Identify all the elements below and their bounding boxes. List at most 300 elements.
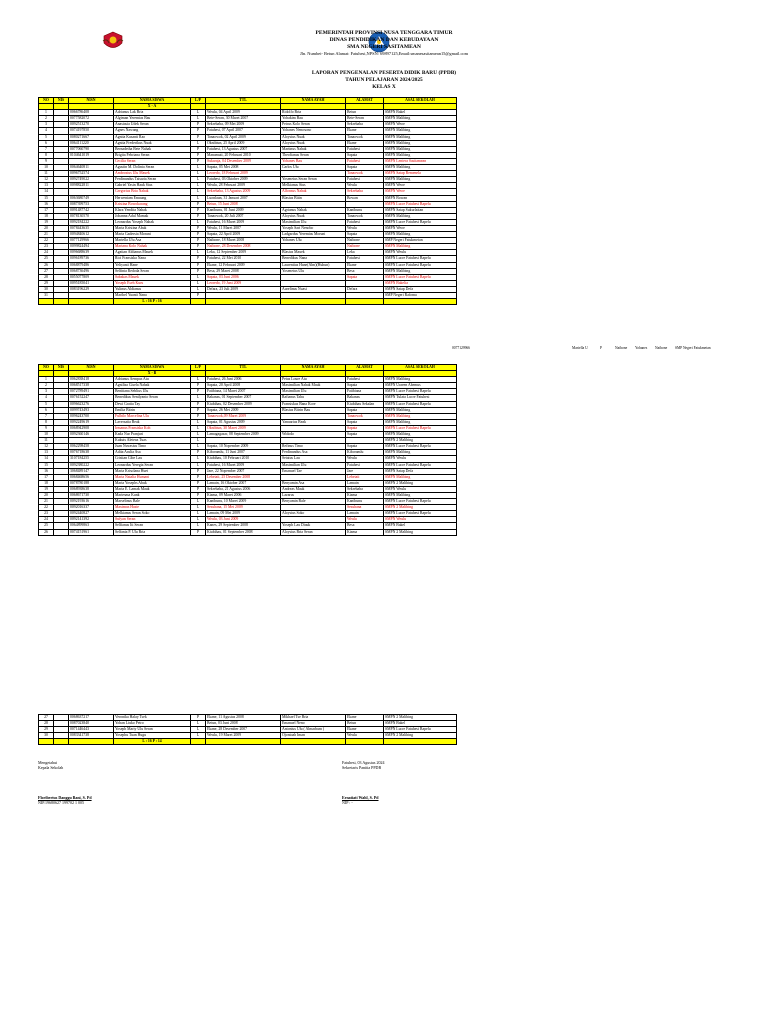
gender-count: L : 16 P : 16 bbox=[114, 299, 191, 305]
table-cell: L bbox=[191, 727, 206, 733]
table-cell: L bbox=[191, 377, 206, 383]
table-cell: 28 bbox=[39, 721, 54, 727]
stray-cell: Mariella U bbox=[572, 346, 588, 350]
table-cell: 0083341738 bbox=[69, 733, 114, 739]
table-cell: SMPN Weulu bbox=[384, 517, 457, 523]
table-cell: P bbox=[191, 213, 206, 219]
letterhead-line-3: SMA NEGERI SASITAMEAN bbox=[347, 44, 421, 50]
gender-count: L : 16 P : 14 bbox=[114, 739, 191, 745]
table-cell: Sapata bbox=[346, 274, 384, 280]
table-cell: SMPN Bakel bbox=[384, 110, 457, 116]
table-cell: Tanaowok bbox=[346, 171, 384, 177]
table-cell: Widodo bbox=[281, 432, 346, 438]
table-cell: Sekrebaba bbox=[346, 486, 384, 492]
table-cell: P bbox=[191, 413, 206, 419]
table-cell: Sesuhana, 15 Mei 2009 bbox=[206, 505, 281, 511]
table-cell: Laversatia Beak bbox=[114, 419, 191, 425]
sign-left-line-2: Kepala Sekolah bbox=[38, 765, 64, 771]
table-cell: Laurentius Hane(Alm)(Huhun) bbox=[281, 262, 346, 268]
table-cell: SMPN 2 Malibing bbox=[384, 480, 457, 486]
col-header: NISN bbox=[69, 98, 114, 104]
table-cell: 26 bbox=[39, 262, 54, 268]
table-cell: 0076718638 bbox=[69, 450, 114, 456]
col-header: NAMA SISWA bbox=[114, 365, 191, 371]
table-cell: 14 bbox=[39, 456, 54, 462]
table-cell: Naibone bbox=[346, 244, 384, 250]
table-cell: Lamain bbox=[346, 511, 384, 517]
headmaster-nip: NIP.19680627 199702 1 005 bbox=[38, 800, 85, 806]
table-cell: SMPN 2 Malibing bbox=[384, 715, 457, 721]
table-cell: Benyamin Bale bbox=[281, 499, 346, 505]
table-cell: Sapata bbox=[346, 432, 384, 438]
secretary-name: Ernatiati Wahl, S. Pd bbox=[342, 794, 379, 800]
table-cell: 27 bbox=[39, 268, 54, 274]
table-cell: SMPN Malibing bbox=[384, 116, 457, 122]
table-cell: Selfania P. Ulu Bria bbox=[114, 529, 191, 535]
table-cell: Weulu, 11 Maret 2007 bbox=[206, 225, 281, 231]
table-cell: SMPN Malibing bbox=[384, 128, 457, 134]
table-cell: Kiubihau, 02 Desember 2009 bbox=[206, 401, 281, 407]
table-cell: Sekrebaba bbox=[346, 189, 384, 195]
table-cell: 0064899863 bbox=[69, 523, 114, 529]
table-cell: 3107184255 bbox=[69, 456, 114, 462]
col-header: TTL bbox=[206, 98, 281, 104]
table-cell: 0077129966 bbox=[69, 238, 114, 244]
table-cell: Yohanes Nenosono bbox=[281, 128, 346, 134]
table-cell: Kristina Bowokarang bbox=[114, 201, 191, 207]
table-cell: SMPN Uraeen Abemus bbox=[384, 383, 457, 389]
table-cell: SMPN Lucre Fatuhesi Bapelu bbox=[384, 256, 457, 262]
table-cell: SMPN 2 Malibing bbox=[384, 438, 457, 444]
table-cell: L bbox=[191, 511, 206, 517]
table-cell: Agatian Aldianus Mauek bbox=[114, 250, 191, 256]
table-cell: Algiman Yeremias Bau bbox=[114, 116, 191, 122]
table-cell: Veronika Halay Tsek bbox=[114, 715, 191, 721]
table-cell: Fatuhesi, 22 Mei 2010 bbox=[206, 256, 281, 262]
table-cell: Carlos Ulu bbox=[281, 165, 346, 171]
class-xb-continuation-table bbox=[38, 714, 457, 745]
table-cell: SMPN Weoe bbox=[384, 189, 457, 195]
table-cell: P bbox=[191, 389, 206, 395]
table-cell: Agustin M. Dolinia Seran bbox=[114, 165, 191, 171]
table-cell: Yohan Liuko Petro bbox=[114, 721, 191, 727]
table-cell: Betun bbox=[346, 110, 384, 116]
table-cell: 1 bbox=[39, 110, 54, 116]
table-cell: Kiboramlu, 11 Juni 2007 bbox=[206, 450, 281, 456]
table-cell: Betun, 03 Juni 2008 bbox=[206, 721, 281, 727]
table-cell: Ekane, 12 Februari 2009 bbox=[206, 262, 281, 268]
table-cell: 0104641019 bbox=[69, 152, 114, 158]
table-cell: 0074151961 bbox=[69, 529, 114, 535]
table-cell: 0068671730 bbox=[69, 492, 114, 498]
table-row bbox=[39, 529, 457, 535]
table-cell: Yeliyanti Hane bbox=[114, 262, 191, 268]
table-cell: Defara, 23 Juli 2009 bbox=[206, 286, 281, 292]
table-cell: 29 bbox=[39, 280, 54, 286]
table-cell: L bbox=[191, 395, 206, 401]
table-cell: SMPN Lucre Fatuhesi Bapelu bbox=[384, 389, 457, 395]
table-cell: Naibone, 28 Desember 2008 bbox=[206, 244, 281, 250]
table-cell: 5 bbox=[39, 401, 54, 407]
table-cell: SMPN Weoe bbox=[384, 225, 457, 231]
table-cell: Besa, 29 Maret 2008 bbox=[206, 268, 281, 274]
table-cell: 2 bbox=[39, 116, 54, 122]
table-cell: Benitiana Seblius Ulu bbox=[114, 389, 191, 395]
table-cell: 0077060790 bbox=[69, 146, 114, 152]
table-cell: SMPN 2 Malibing bbox=[384, 733, 457, 739]
table-cell: 18 bbox=[39, 480, 54, 486]
table-cell: Ambrosius Ulu Mauek bbox=[114, 171, 191, 177]
table-cell: SMPN 2 Malibing bbox=[384, 505, 457, 511]
table-cell: Ekane bbox=[346, 727, 384, 733]
table-cell: Bowan bbox=[346, 195, 384, 201]
table-cell: Agnilisa Gisela Nahak bbox=[114, 383, 191, 389]
table-cell: Fransiskus Bana Kore bbox=[281, 401, 346, 407]
table-cell: 0078130570 bbox=[69, 213, 114, 219]
table-cell: 0074197850 bbox=[69, 128, 114, 134]
table-cell: Ekane, 11 Agustus 2008 bbox=[206, 715, 281, 721]
table-cell: 0096623276 bbox=[69, 401, 114, 407]
table-cell: Lamain bbox=[346, 480, 384, 486]
table-cell: P bbox=[191, 407, 206, 413]
table-cell: Bakanas bbox=[346, 395, 384, 401]
table-cell: P bbox=[191, 474, 206, 480]
table-cell: SMPN Malibing bbox=[384, 177, 457, 183]
table-cell: Aloysius Soko bbox=[281, 511, 346, 517]
table-cell: SMPN Malibing bbox=[384, 232, 457, 238]
table-cell: Sufyan Seran bbox=[114, 517, 191, 523]
col-header: ALAMAT bbox=[346, 98, 384, 104]
table-cell: 0068879486 bbox=[69, 262, 114, 268]
table-cell: Maximilian Ulu bbox=[281, 389, 346, 395]
table-cell: Herweniam Emaung bbox=[114, 195, 191, 201]
sign-left-line-1: Mengetahui bbox=[38, 760, 58, 765]
table-cell: 30 bbox=[39, 733, 54, 739]
table-cell: 3 bbox=[39, 389, 54, 395]
table-cell: Sekrebaba bbox=[346, 122, 384, 128]
table-cell: Sesuhana bbox=[346, 505, 384, 511]
table-cell: Mikhael Tse Bria bbox=[281, 715, 346, 721]
table-cell: 24 bbox=[39, 250, 54, 256]
table-cell: 0062838418 bbox=[69, 377, 114, 383]
table-cell: Yohanes Ulu bbox=[281, 238, 346, 244]
table-cell: Bete-Seran bbox=[346, 116, 384, 122]
table-cell: 0092141392 bbox=[69, 517, 114, 523]
table-cell: Sekrebaba, 21 Agustus 2006 bbox=[206, 486, 281, 492]
table-cell: Yanuarius Beak bbox=[281, 419, 346, 425]
col-header: NIS bbox=[54, 365, 69, 371]
table-cell: 12 bbox=[39, 444, 54, 450]
signature-right bbox=[342, 760, 384, 806]
class-xb-table bbox=[38, 364, 457, 536]
table-cell: P bbox=[191, 134, 206, 140]
table-cell: L bbox=[191, 274, 206, 280]
table-cell: P bbox=[191, 293, 206, 299]
table-cell: SMPN Malibing bbox=[384, 152, 457, 158]
table-cell: 0096688639 bbox=[69, 250, 114, 256]
table-cell: Fatuhesi, 03 Oktober 2009 bbox=[206, 177, 281, 183]
table-cell: SMPN Lucre Fatuhesi Bapelu bbox=[384, 274, 457, 280]
table-cell: Yosenetus Ulu bbox=[281, 268, 346, 274]
table-cell: Sapata bbox=[346, 419, 384, 425]
table-cell: Sapata bbox=[346, 383, 384, 389]
table-cell: Maria Natalia Humani bbox=[114, 474, 191, 480]
table-cell: Weulu bbox=[346, 225, 384, 231]
col-header: L/P bbox=[191, 98, 206, 104]
headmaster-name: Floribertus Danggu Bani, S. Pd bbox=[38, 794, 92, 800]
table-cell: P bbox=[191, 232, 206, 238]
table-cell: Sapata, 03 Juni 2006 bbox=[206, 274, 281, 280]
table-cell: Fatuhesi, 16 Maret 2009 bbox=[206, 219, 281, 225]
table-cell: Fatuhesi bbox=[346, 219, 384, 225]
table-cell: L bbox=[191, 183, 206, 189]
table-cell: Fatuhesi bbox=[346, 256, 384, 262]
table-cell: 0068942908 bbox=[69, 425, 114, 431]
table-cell: SMPN Bakel bbox=[384, 721, 457, 727]
table-cell: 23 bbox=[39, 244, 54, 250]
table-cell: L bbox=[191, 432, 206, 438]
table-cell: 1 bbox=[39, 377, 54, 383]
table-cell: Blasius Mauek bbox=[281, 250, 346, 256]
table-cell: Benyamin Asa bbox=[281, 480, 346, 486]
table-cell: SMPN Malibing bbox=[384, 213, 457, 219]
table-cell: Agnita Kusanti Rao bbox=[114, 134, 191, 140]
table-cell: Sapata, 22 April 2009 bbox=[206, 232, 281, 238]
table-cell: Weulu, 19 Maret 2009 bbox=[206, 733, 281, 739]
table-cell: 3068489147 bbox=[69, 468, 114, 474]
table-cell: Sekrebaba, 09 Mei 2009 bbox=[206, 122, 281, 128]
table-cell: SMPN Lucre Fatuhesi Bapelu bbox=[384, 401, 457, 407]
table-cell: P bbox=[191, 268, 206, 274]
class-label: X - A bbox=[114, 104, 191, 110]
table-cell: Kiama bbox=[346, 529, 384, 535]
table-cell: 0071446443 bbox=[69, 727, 114, 733]
table-cell: 8 bbox=[39, 419, 54, 425]
table-cell: Ekane bbox=[346, 715, 384, 721]
table-cell: Kanibunu bbox=[346, 207, 384, 213]
class-label: X - B bbox=[114, 371, 191, 377]
table-cell: Kanibunu bbox=[346, 499, 384, 505]
table-cell: Mariella Ulu Asa bbox=[114, 238, 191, 244]
table-cell: SMPN 2 Malibing bbox=[384, 529, 457, 535]
table-cell: 0068637217 bbox=[69, 715, 114, 721]
table-cell: Ferdinandus Asa bbox=[281, 450, 346, 456]
table-cell: P bbox=[191, 480, 206, 486]
table-cell: 0087023840 bbox=[69, 721, 114, 727]
table-cell: 0092249619 bbox=[69, 419, 114, 425]
table-cell: 0064640811 bbox=[69, 165, 114, 171]
table-cell: Sapata, 26 Mei 2009 bbox=[206, 407, 281, 413]
table-cell: 16 bbox=[39, 468, 54, 474]
table-cell: Weulu bbox=[346, 183, 384, 189]
table-cell: 20 bbox=[39, 492, 54, 498]
table-cell: SMPN Malibing bbox=[384, 407, 457, 413]
table-cell: SMPN Weoe bbox=[384, 122, 457, 128]
table-cell: L bbox=[191, 280, 206, 286]
table-cell: SMPN Lucre Fatuhesi Bapelu bbox=[384, 262, 457, 268]
table-cell: L bbox=[191, 286, 206, 292]
table-cell: Gabriel Yasin Hauk Sius bbox=[114, 183, 191, 189]
table-cell: L bbox=[191, 444, 206, 450]
table-cell: Weulu bbox=[346, 517, 384, 523]
table-cell: SMPN Malibing bbox=[384, 419, 457, 425]
table-cell: 0096752574 bbox=[69, 171, 114, 177]
table-cell: 0055077809 bbox=[69, 274, 114, 280]
table-cell: 0096243700 bbox=[69, 413, 114, 419]
table-cell: Lebetaii bbox=[346, 474, 384, 480]
table-cell: SMPN Malibing bbox=[384, 268, 457, 274]
table-cell: SMPN Malibing bbox=[384, 165, 457, 171]
table-cell: Kiama, 09 Maret 2006 bbox=[206, 492, 281, 498]
table-cell: L bbox=[191, 177, 206, 183]
table-cell: P bbox=[191, 158, 206, 164]
class-xa-table bbox=[38, 97, 457, 305]
table-cell: Manamuti, 20 Februari 2010 bbox=[206, 152, 281, 158]
table-cell: Yoseph Sari Nenobo bbox=[281, 225, 346, 231]
table-cell: L bbox=[191, 438, 206, 444]
table-cell: Maria Yosephs Abuk bbox=[114, 480, 191, 486]
table-cell: Betun bbox=[346, 721, 384, 727]
table-cell: Aloysius Nuak bbox=[281, 134, 346, 140]
table-cell: Weulu bbox=[346, 733, 384, 739]
table-cell: Juan Nuvasius Timo bbox=[114, 444, 191, 450]
table-cell: SMPN Bakel bbox=[384, 523, 457, 529]
table-cell: Jare, 22 Nopember 2007 bbox=[206, 468, 281, 474]
table-cell: Weulu, 04 April 2009 bbox=[206, 110, 281, 116]
table-cell: Adrianus Aempus Atu bbox=[114, 377, 191, 383]
table-cell: P bbox=[191, 468, 206, 474]
stray-cell: Naibone bbox=[655, 346, 668, 350]
table-cell: Kada Nur Pranjuri bbox=[114, 432, 191, 438]
table-cell: L bbox=[191, 195, 206, 201]
table-cell: P bbox=[191, 152, 206, 158]
table-cell: 8 bbox=[39, 152, 54, 158]
table-cell: SMPN Lucre Fatuhesi Bapelu bbox=[384, 444, 457, 450]
secretary-nip: NIP : - bbox=[342, 800, 353, 806]
table-cell: Weulu bbox=[346, 456, 384, 462]
table-cell: SMPN Malibing bbox=[384, 140, 457, 146]
table-cell: Bernadetha Bete Nahak bbox=[114, 146, 191, 152]
col-header: NO bbox=[39, 98, 54, 104]
table-cell: Aloysius Nuak bbox=[281, 140, 346, 146]
table-cell: Sapata bbox=[346, 232, 384, 238]
table-cell: Leka, 12 September 2009 bbox=[206, 250, 281, 256]
col-header: NAMA AYAH bbox=[281, 98, 346, 104]
table-cell: Maximilian Ulu bbox=[281, 219, 346, 225]
table-cell: 3 bbox=[39, 122, 54, 128]
table-cell: Lamagagasar, 08 September 2009 bbox=[206, 432, 281, 438]
table-cell: Maximus Haste bbox=[114, 505, 191, 511]
table-cell: Defara bbox=[346, 286, 384, 292]
table-cell: 0068938638 bbox=[69, 486, 114, 492]
table-cell: SMPN Malibing bbox=[384, 146, 457, 152]
table-cell: 7 bbox=[39, 146, 54, 152]
table-cell: P bbox=[191, 529, 206, 535]
table-cell: 22 bbox=[39, 238, 54, 244]
table-cell: Alfonsus Nahak bbox=[281, 189, 346, 195]
table-cell: SMPN Malibing bbox=[384, 492, 457, 498]
table-cell: L bbox=[191, 140, 206, 146]
table-cell: 10 bbox=[39, 165, 54, 171]
table-cell: 23 bbox=[39, 511, 54, 517]
table-cell: Mariesma Kunk bbox=[114, 492, 191, 498]
table-cell: Kiubihau, 10 Februari 2010 bbox=[206, 456, 281, 462]
table-cell: 0062298458 bbox=[69, 444, 114, 450]
table-cell: Naibone, 18 Maret 2008 bbox=[206, 238, 281, 244]
table-cell: Sapata bbox=[346, 425, 384, 431]
table-cell: SMP Negeri Fatukmetan bbox=[384, 238, 457, 244]
table-cell: SMPN Bakelia bbox=[384, 280, 457, 286]
table-cell: 0092016337 bbox=[69, 505, 114, 511]
table-cell: SMPN Lentera Sasitamean bbox=[384, 158, 457, 164]
table-cell: P bbox=[191, 225, 206, 231]
table-cell: 0092380222 bbox=[69, 462, 114, 468]
table-cell: Leonardus Yeregia Seran bbox=[114, 462, 191, 468]
table-cell: L bbox=[191, 456, 206, 462]
table-cell: Adrianus Lak Bria bbox=[114, 110, 191, 116]
table-cell: SMPN Malibing bbox=[384, 244, 457, 250]
letterhead-line-1: PEMERINTAH PROVINSI NUSA TENGGARA TIMUR bbox=[315, 30, 453, 36]
table-cell: 11 bbox=[39, 171, 54, 177]
table-cell: Emanuel Tae bbox=[281, 468, 346, 474]
table-cell: Cristian Cibe Lau bbox=[114, 456, 191, 462]
table-cell: Kiama bbox=[346, 492, 384, 498]
table-cell: 22 bbox=[39, 505, 54, 511]
table-cell: Blasius Bitrin Bau bbox=[281, 407, 346, 413]
table-cell: SMPN Malibing bbox=[384, 432, 457, 438]
table-cell: 28 bbox=[39, 274, 54, 280]
table-cell: Sapata, 10 Nopember 2009 bbox=[206, 444, 281, 450]
col-header: ALAMAT bbox=[346, 365, 384, 371]
stray-cell: 0077129966 bbox=[452, 346, 470, 350]
table-cell: Kiubihau, 01 September 2008 bbox=[206, 529, 281, 535]
table-cell: Agnes Nawang bbox=[114, 128, 191, 134]
table-cell: Leonardus Yoseph Nahak bbox=[114, 219, 191, 225]
report-title bbox=[0, 70, 768, 91]
table-cell: Bakanas, 01 September 2007 bbox=[206, 395, 281, 401]
table-cell: P bbox=[191, 122, 206, 128]
table-cell: Petrus Kolo Seran bbox=[281, 122, 346, 128]
table-cell: SMPN Lucre Fatuhesi Bapelu bbox=[384, 727, 457, 733]
table-cell: Irmanus Fransiska Koh bbox=[114, 425, 191, 431]
table-cell: SMPN Malibing bbox=[384, 134, 457, 140]
table-cell: L bbox=[191, 419, 206, 425]
table-cell: Agrianus Nahak bbox=[281, 207, 346, 213]
table-cell: Rafianus Tahu bbox=[281, 395, 346, 401]
table-cell: 0099743493 bbox=[69, 407, 114, 413]
table-cell: 13 bbox=[39, 183, 54, 189]
table-cell: 25 bbox=[39, 523, 54, 529]
table-cell: Kiboramlu bbox=[346, 450, 384, 456]
table-cell: P bbox=[191, 256, 206, 262]
table-cell: 0072789491 bbox=[69, 389, 114, 395]
table-cell: Sapata bbox=[346, 152, 384, 158]
table-cell: P bbox=[191, 128, 206, 134]
col-header: ASAL SEKOLAH bbox=[384, 98, 457, 104]
table-cell: 0096189736 bbox=[69, 256, 114, 262]
table-cell: P bbox=[191, 146, 206, 152]
table-cell: L bbox=[191, 171, 206, 177]
table-cell: 0092193616 bbox=[69, 499, 114, 505]
table-cell: Cecilia Seran bbox=[114, 158, 191, 164]
table-cell: 0078443635 bbox=[69, 225, 114, 231]
col-header: NAMA AYAH bbox=[281, 365, 346, 371]
table-cell: 7 bbox=[39, 413, 54, 419]
table-cell: 11 bbox=[39, 438, 54, 444]
table-cell: Yulinus Aldianus bbox=[114, 286, 191, 292]
table-cell: P bbox=[191, 715, 206, 721]
table-cell: Gregorius Bria Nahak bbox=[114, 189, 191, 195]
